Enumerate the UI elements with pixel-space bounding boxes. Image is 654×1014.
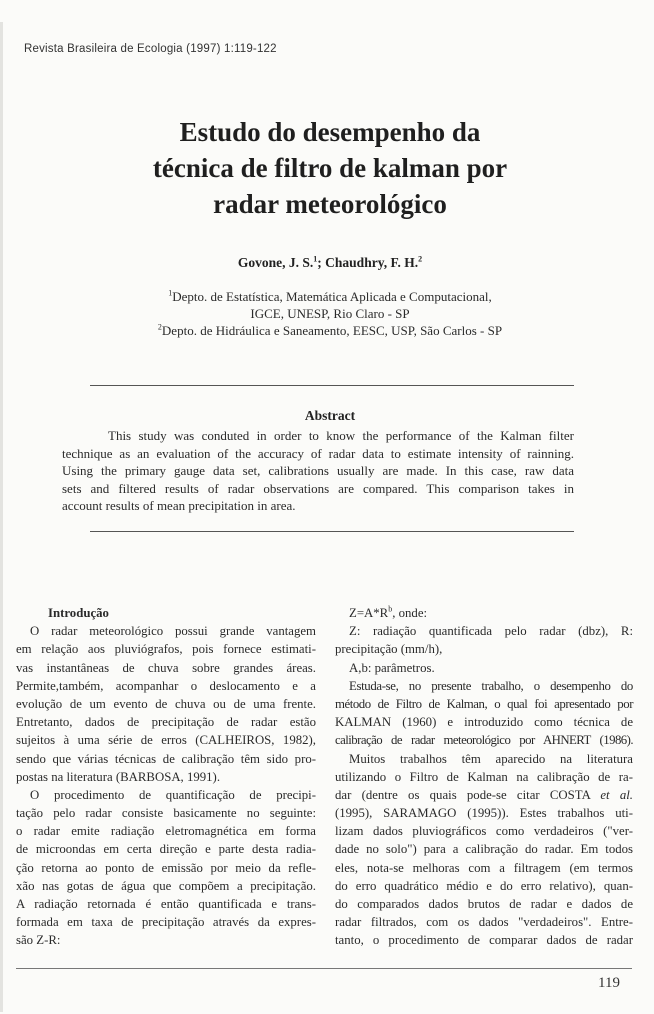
abstract-line: technique as an evaluation of the accuracy of radar data to estimate intensity of rainning. xyxy=(62,445,574,461)
body-line: Estuda-se, no presente trabalho, o desempenho do xyxy=(349,678,633,693)
body-line: KALMAN (1960) e introduzido como técnica de xyxy=(335,715,633,730)
body-line: evolução de um evento de chuva ou de uma frente. xyxy=(16,696,316,711)
formula-line: $Z=A*R^b$, onde: xyxy=(349,604,428,620)
body-line: do comparados dados brutos de radar e dados de xyxy=(335,897,633,911)
affiliation-marker: 1 xyxy=(168,288,173,298)
body-line: Muitos trabalhos têm aparecido na literatura xyxy=(349,751,633,766)
body-line: sendo que várias técnicas de calibração têm sido pro- xyxy=(16,751,316,766)
divider-top xyxy=(90,385,574,386)
body-line: O radar meteorológico possui grande vantagem xyxy=(30,624,316,639)
body-line: do erro quadrático médio e do erro relativo), quan- xyxy=(335,878,633,893)
abstract-heading: Abstract xyxy=(304,408,356,423)
left-column xyxy=(16,604,316,950)
body-line: método de Filtro de Kalman, o qual foi apresentado por xyxy=(335,696,633,711)
body-line: radar filtrados, com os dados "verdadeiros". Entre- xyxy=(335,915,633,930)
body-line: ção retorna ao ponto de emissão por meio da refle- xyxy=(16,860,316,875)
body-line: dar (dentre os quais pode-se citar COSTA et al. xyxy=(335,787,633,802)
body-line: Entretanto, dados de precipitação de radar estão xyxy=(16,715,316,730)
body-line: A,b: parâmetros. xyxy=(349,660,435,675)
journal-header: Revista Brasileira de Ecologia (1997) 1:119-122 xyxy=(24,43,277,55)
body-line: tação pelo radar consiste basicamente no seguinte: xyxy=(16,806,316,821)
body-line: Permite,também, acompanhar o deslocamento e a xyxy=(16,678,316,693)
formula: Z=A*R xyxy=(349,606,389,620)
affiliations xyxy=(60,288,600,339)
body-line: em relação aos pluviógrafos, pois fornece estimati- xyxy=(16,642,316,657)
affiliation-marker: 2 xyxy=(157,322,162,332)
section-heading: Introdução xyxy=(48,606,109,620)
affiliation-marker: 1 xyxy=(313,254,318,264)
abstract-body xyxy=(62,427,574,515)
author-name: Chaudhry, F. H. xyxy=(325,255,419,270)
title-line: radar meteorológico xyxy=(213,189,447,219)
right-column xyxy=(335,604,633,950)
body-line: o radar emite radiação eletromagnética em forma xyxy=(16,824,316,839)
affiliation-line: IGCE, UNESP, Rio Claro - SP xyxy=(250,306,410,321)
author-list xyxy=(60,255,600,271)
title-line: Estudo do desempenho da xyxy=(179,117,481,147)
abstract-line: account results of mean precipitation in area. xyxy=(62,498,296,514)
body-line: precipitação (mm/h), xyxy=(335,642,443,657)
body-line: lizam dados pluviográficos como verdadeiros ("ver- xyxy=(335,824,633,839)
affiliation-line: $^2$Depto. de Hidráulica e Saneamento, EESC, USP, São Carlos - SP xyxy=(157,322,503,338)
page-number: 119 xyxy=(598,975,620,991)
divider-bottom xyxy=(90,531,574,532)
body-line: O procedimento de quantificação de precipi- xyxy=(30,787,316,802)
body-line: dade no solo") para a calibração do radar. Em todos xyxy=(335,842,633,857)
body-line: postas na literatura (BARBOSA, 1991). xyxy=(16,769,221,784)
body-line: xão nas gotas de água que compõem a precipitação. xyxy=(16,878,316,893)
title-line: técnica de filtro de kalman por xyxy=(152,153,508,183)
author-separator: ; xyxy=(317,255,326,270)
footer-rule xyxy=(16,968,632,969)
body-line: de microondas em certa direção e parte desta radia- xyxy=(16,842,316,857)
body-line: vas instantâneas de chuva sobre grandes áreas. xyxy=(16,660,316,675)
body-line: calibração de radar meteorológico por AHNERT (1986). xyxy=(335,733,633,748)
body-line: são Z-R: xyxy=(16,933,61,948)
body-line: (1995), SARAMAGO (1995)). Estes trabalhos uti- xyxy=(335,806,633,821)
body-line: sujeitos à uma série de erros (CALHEIROS, 1982), xyxy=(16,733,316,748)
scan-edge xyxy=(0,22,3,1012)
abstract-line: This study was conduted in order to know the performance of the Kalman filter xyxy=(108,428,574,443)
affiliation-line: $^1$Depto. de Estatística, Matemática Aplicada e Computacional, xyxy=(168,288,492,304)
formula-exponent: b xyxy=(388,604,393,614)
body-line: tanto, o procedimento de comparar dados de radar xyxy=(335,933,633,948)
body-line: eles, nota-se melhoras com a filtragem (em termos xyxy=(335,860,633,875)
abstract-line: sets and filtered results of radar observations are compared. This comparison takes in xyxy=(62,480,574,496)
body-line: formada em taxa de precipitação através da expres- xyxy=(16,915,316,930)
affiliation-marker: 2 xyxy=(418,254,423,264)
citation-et-al: et al. xyxy=(600,787,633,802)
body-line: A radiação retornada é então quantificada e trans- xyxy=(16,897,316,911)
author-name: Govone, J. S. xyxy=(237,255,314,270)
article-title xyxy=(60,114,600,222)
abstract-line: Using the primary gauge data set, calibrations usually are made. In this case, raw data xyxy=(62,463,574,479)
body-line: Z: radiação quantificada pelo radar (dbz), R: xyxy=(349,624,633,639)
body-line: utilizando o Filtro de Kalman na calibração de ra- xyxy=(335,769,633,784)
